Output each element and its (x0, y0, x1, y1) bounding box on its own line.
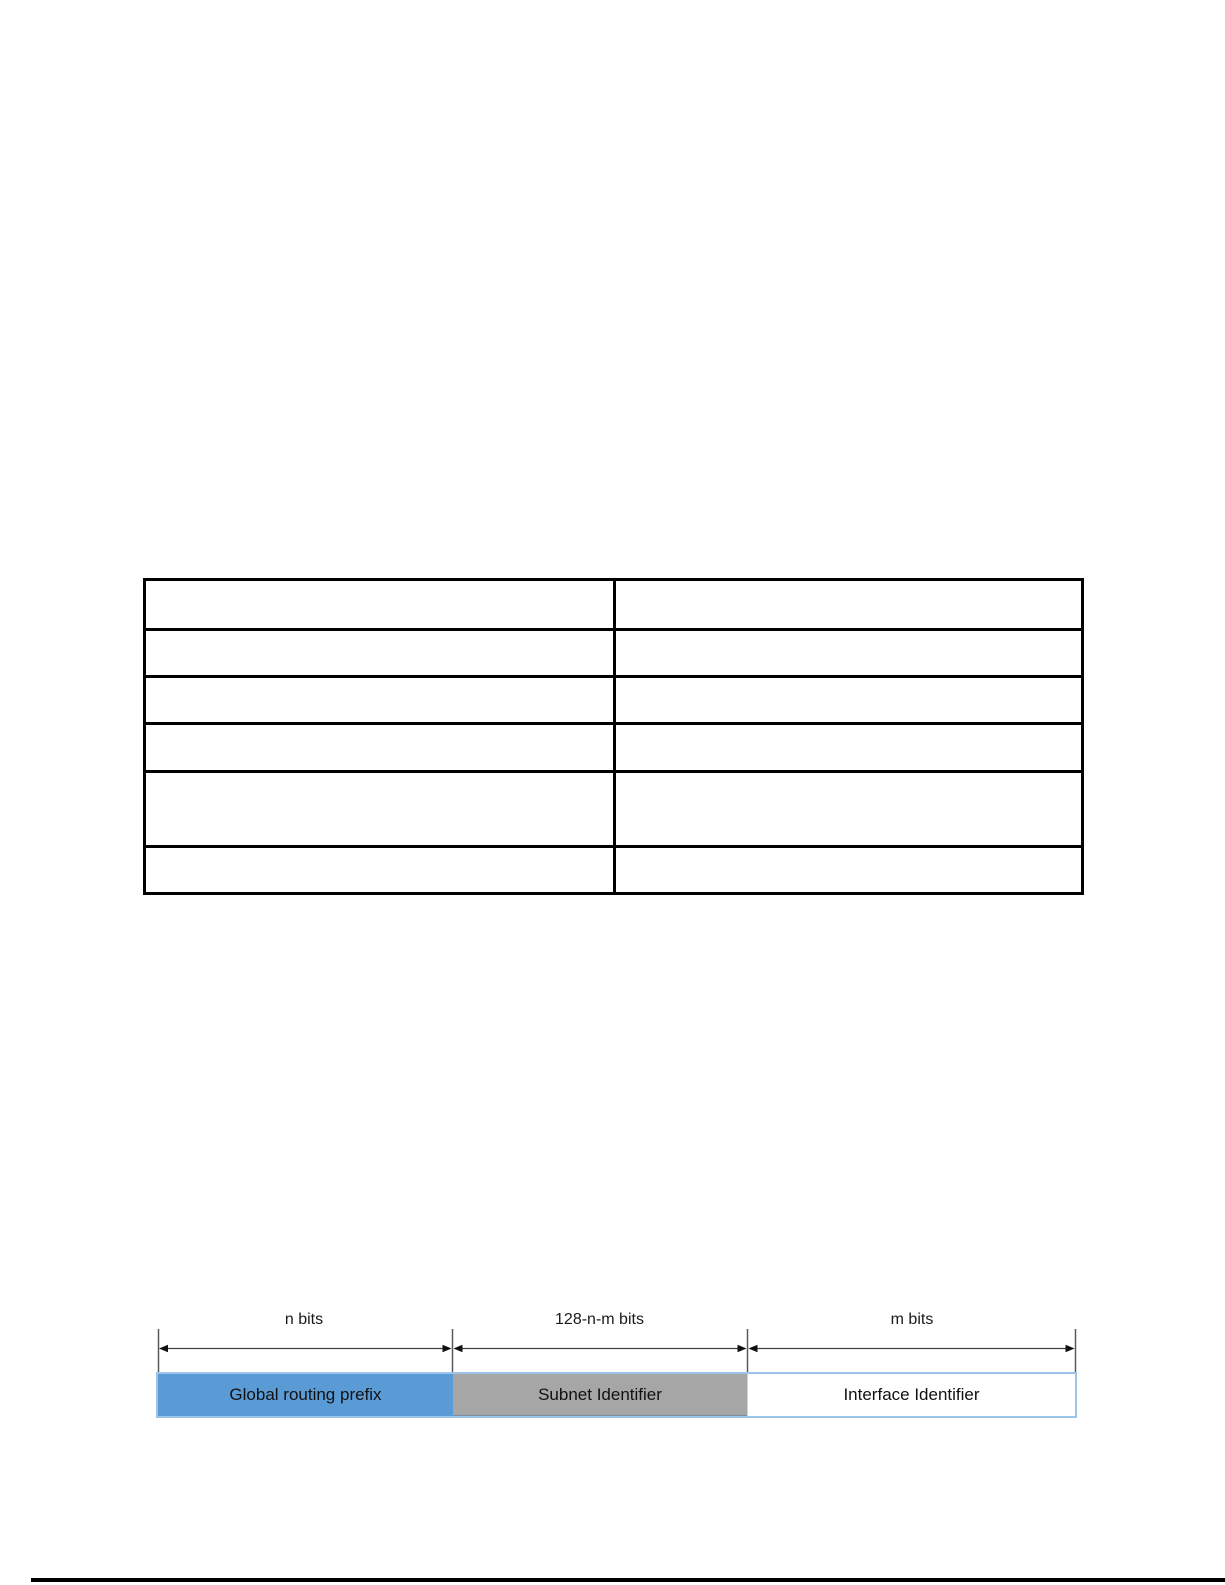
table-row (145, 580, 1083, 630)
table-cell (145, 772, 615, 847)
ipv6-address-structure-bar (156, 1372, 1077, 1418)
double-arrow-m-bits (749, 1345, 1075, 1352)
bits-label-128-n-m: 128-n-m bits (555, 1311, 644, 1328)
bits-label-n: n bits (284, 1311, 324, 1328)
empty-table (143, 578, 1084, 895)
double-arrow-n-bits (159, 1345, 452, 1352)
table-cell (615, 772, 1083, 847)
table-row (145, 847, 1083, 894)
table-cell (615, 847, 1083, 894)
table-cell (615, 630, 1083, 677)
double-arrow-128-n-m-bits (454, 1345, 747, 1352)
table-row (145, 724, 1083, 772)
table-row (145, 677, 1083, 724)
segment-interface-identifier: Interface Identifier (747, 1374, 1075, 1416)
table-cell (145, 630, 615, 677)
table-cell (145, 677, 615, 724)
table-row (145, 772, 1083, 847)
segment-subnet-identifier: Subnet Identifier (453, 1374, 747, 1416)
page-bottom-rule (31, 1578, 1225, 1582)
table-cell (145, 580, 615, 630)
table-row (145, 630, 1083, 677)
bits-label-m: m bits (890, 1311, 934, 1328)
segment-global-routing-prefix: Global routing prefix (158, 1374, 453, 1416)
dimension-arrows (156, 1328, 1077, 1373)
table-cell (615, 580, 1083, 630)
table-cell (615, 677, 1083, 724)
table-cell (145, 847, 615, 894)
table-cell (145, 724, 615, 772)
table-cell (615, 724, 1083, 772)
